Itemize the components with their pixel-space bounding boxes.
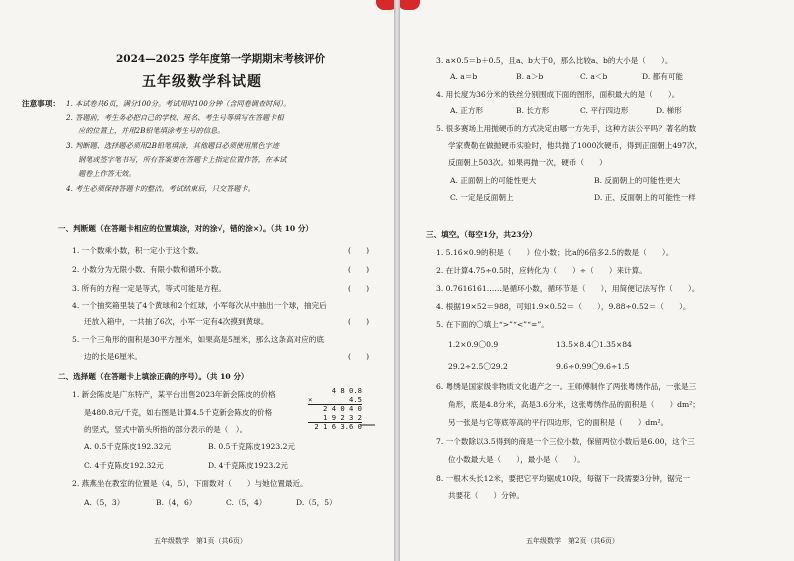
choice-option: B.（4，6） [156, 498, 197, 507]
calc-multiply-sign: × [308, 394, 313, 404]
note-line: 4. 考生必须保持答题卡的整洁。考试结束后，只交答题卡。 [66, 184, 255, 193]
section-heading-choice: 二、选择题（在答题卡上填涂正确的序号）。（共 10 分） [58, 372, 249, 381]
exam-header: 2024—2025 学年度第一学期期末考核评价 [116, 53, 326, 65]
choice-option: D. 正、反面朝上的可能性一样 [594, 193, 696, 202]
choice-option: D. 4千克陈皮1923.2元 [208, 461, 289, 470]
compare-item: 1.2×0.9〇0.9 [448, 340, 499, 349]
fill-question: 8. 一根木头长12米，要把它平均锯成10段，每锯下一段需要3分钟，锯完一 [436, 474, 691, 483]
judge-question-cont: 还放入箱中，一共抽了6次，小军一定有4次摸到黄球。 [84, 317, 269, 326]
judge-question: 5. 一个三角形的面积是30平方厘米，如果高是5厘米，那么这条高对应的底 [72, 335, 324, 344]
choice-question-cont: 是480.8元/千克，如右图是计算4.5千克新会陈皮的价格 [84, 408, 273, 417]
calc-row: 4 8 0.8 [331, 386, 362, 395]
ribbon-decoration [376, 0, 394, 10]
fill-question: 5. 在下面的〇填上“>”“<”“=”。 [436, 320, 549, 329]
fill-question: 6. 粤绣是国家级非物质文化遗产之一。王师傅制作了两张粤绣作品，一张是三 [436, 382, 697, 391]
answer-paren: ( ) [348, 352, 370, 361]
choice-question-cont: 的竖式，竖式中箭头所指的部分表示的是（ ）。 [84, 425, 248, 434]
ribbon-decoration [400, 0, 420, 10]
judge-question: 3. 所有的方程一定是等式，等式可能是方程。 [72, 284, 226, 293]
choice-option: B. 反面朝上的可能性更大 [594, 176, 681, 185]
vertical-multiplication [308, 387, 362, 432]
choice-question: 4. 用长度为36分米的铁丝分别围成下面的图形，面积最大的是（ ）。 [436, 90, 680, 99]
choice-question-cont: 学家费勒在做抛硬币实验时，他共抛了1000次硬币，得到正面朝上497次， [448, 141, 703, 150]
fill-question: 1. 5.16×0.9的积是（ ）位小数；比a的6倍多2.5的数是（ ）。 [436, 248, 674, 257]
fill-question-cont: 角形，底是4.8分米，高是3.6分米，这张粤绣作品的面积是（ ）dm²； [448, 400, 700, 409]
choice-option: A. 正面朝上的可能性更大 [450, 176, 537, 185]
page-footer: 五年级数学 第1页（共6页） [154, 537, 247, 545]
calc-row-arrow-target: 1 9 2 3 2 [308, 414, 362, 424]
choice-option: C. 一定是反面朝上 [450, 193, 514, 202]
compare-item: 9.6÷0.99〇9.6÷1.5 [556, 362, 630, 371]
calc-row: 2 1 6 3.6 0 [314, 422, 362, 432]
choice-question-cont: 反面朝上503次。如果再抛一次，硬币（ ） [448, 158, 607, 167]
compare-item: 13.5×8.4〇1.35×84 [556, 340, 632, 349]
note-line: 题卷上作答无效。 [78, 169, 136, 178]
answer-paren: ( ) [348, 246, 370, 255]
choice-question: 5. 很多赛场上用抛硬币的方式决定由哪一方先手，这种方法公平吗？著名的数 [436, 124, 697, 133]
choice-question: 2. 燕燕坐在教室的位置是（4，5），下面数对（ ）与她位置最近。 [72, 479, 308, 488]
calc-row: 4.5 [308, 396, 362, 406]
fill-question: 2. 在计算4.75÷0.5时，应转化为（ ）÷（ ）来计算。 [436, 266, 647, 275]
choice-question: 3. a×0.5＝b＋0.5，且a、b大于0，那么比较a、b的大小是（ ）。 [436, 56, 673, 65]
choice-option: C. a＜b [580, 72, 608, 81]
judge-question-cont: 边的长是6厘米。 [84, 352, 142, 361]
section-heading-fill: 三、填空。（每空1分，共23分） [426, 230, 537, 239]
note-line: 3. 判断题、选择题必须用2B铅笔填涂，其他题目必须使用黑色字迹 [66, 141, 280, 150]
notes-label: 注意事项： [22, 99, 60, 108]
judge-question: 2. 小数分为无限小数、有限小数和循环小数。 [72, 265, 226, 274]
choice-option: B. 长方形 [516, 106, 550, 115]
exam-page-2 [400, 0, 794, 561]
choice-option: C. 平行四边形 [580, 106, 629, 115]
choice-option: D. 都有可能 [642, 72, 684, 81]
choice-question: 1. 新会陈皮是广东特产，某平台出售2023年新会陈皮的价格 [72, 390, 276, 399]
calc-row: 2 4 0 4 0 [323, 404, 362, 414]
note-line: 钢笔或签字笔书写，所有答案要在答题卡上指定位置作答，在本试 [78, 155, 287, 164]
judge-question: 4. 一个抽奖箱里装了4个黄球和2个红球，小军每次从中抽出一个球，抽完后 [72, 301, 327, 310]
choice-option: C.（5，4） [226, 498, 267, 507]
exam-page-1 [0, 0, 394, 561]
answer-paren: ( ) [348, 317, 370, 326]
choice-option: A. 0.5千克陈皮192.32元 [84, 442, 171, 451]
compare-item: 29.2÷2.5〇29.2 [448, 362, 508, 371]
fill-question: 7. 一个数除以3.5得到的商是一个三位小数，保留两位小数后是6.00，这个三 [436, 437, 695, 446]
exam-title: 五年级数学科试题 [142, 74, 262, 90]
choice-option: A. 正方形 [450, 106, 484, 115]
page-footer: 五年级数学 第2页（共6页） [526, 537, 619, 545]
fill-question: 3. 0.7616161……是循环小数，循环节是（ ），用简便记法写作（ ）。 [436, 284, 700, 293]
note-line: 应的位置上，并用2B铅笔填涂考生号的信息。 [78, 126, 225, 135]
choice-option: C. 4千克陈皮192.32元 [84, 461, 164, 470]
answer-paren: ( ) [348, 265, 370, 274]
fill-question-cont: 位小数最大是（ ），最小是（ ）。 [448, 455, 585, 464]
choice-option: A.（5，3） [84, 498, 125, 507]
choice-option: A. a＝b [450, 72, 478, 81]
fill-question: 4. 根据19×52＝988，可知1.9×0.52＝（ ），9.88÷0.52＝（ ）。 [436, 302, 691, 311]
section-heading-judge: 一、判断题（在答题卡相应的位置填涂，对的涂√，错的涂×）。（共 10 分） [58, 224, 314, 233]
fill-question-cont: 共要花（ ）分钟。 [448, 491, 524, 500]
fill-question-cont: 另一张是与它等底等高的平行四边形，它的面积是（ ）dm²。 [448, 418, 669, 427]
choice-option: D.（5，5） [296, 498, 337, 507]
arrow-icon [360, 421, 376, 429]
answer-paren: ( ) [348, 284, 370, 293]
choice-option: D. 梯形 [656, 106, 682, 115]
judge-question: 1. 一个数乘小数，积一定小于这个数。 [72, 246, 204, 255]
choice-option: B. 0.5千克陈皮1923.2元 [208, 442, 296, 451]
note-line: 2. 答题前，考生务必把自己的学校、班名、考生号等填写在答题卡相 [66, 113, 284, 122]
note-line: 1. 本试卷共6页，满分100分。考试用时100分钟（含同卷调查时间）。 [66, 99, 291, 108]
choice-option: B. a＞b [516, 72, 544, 81]
